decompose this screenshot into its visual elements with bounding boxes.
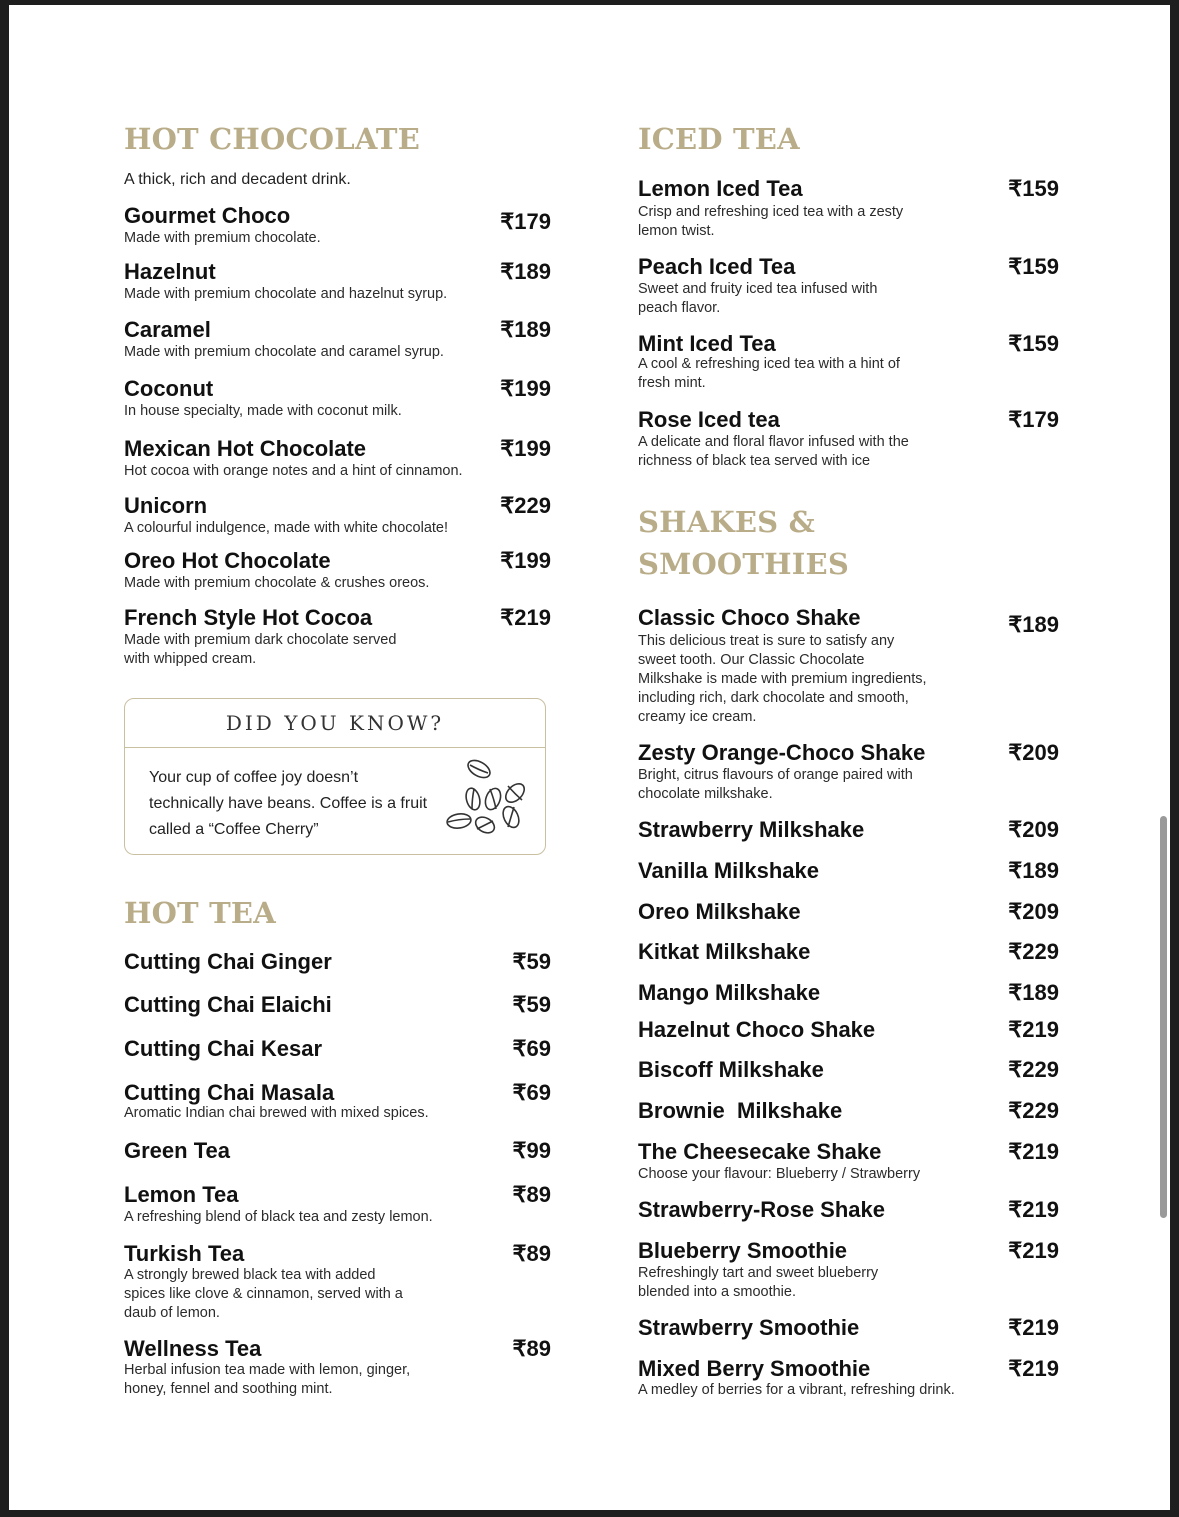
divider [125,747,545,748]
item-name: Hazelnut Choco Shake [638,1017,876,1042]
item-name: Mexican Hot Chocolate [124,436,367,461]
item-name: French Style Hot Cocoa [124,605,373,630]
vertical-scrollbar[interactable] [1160,816,1167,1218]
item-price: ₹89 [512,1182,551,1207]
item-price: ₹219 [1008,1315,1059,1340]
item-name: Biscoff Milkshake [638,1057,824,1082]
did-you-know-title: DID YOU KNOW? [225,711,445,735]
shakes-heading-line1: SHAKES & [638,505,815,539]
item-price: ₹189 [1008,612,1059,637]
item-price: ₹89 [512,1241,551,1266]
item-name: Strawberry Smoothie [638,1315,860,1340]
item-name: Gourmet Choco [124,203,291,228]
item-price: ₹219 [500,605,551,630]
item-price: ₹159 [1008,254,1059,279]
item-description: Made with premium chocolate. [124,230,321,246]
item-price: ₹209 [1008,740,1059,765]
item-price: ₹219 [1008,1017,1059,1042]
item-name: Classic Choco Shake [638,605,861,630]
did-you-know-text: Your cup of coffee joy doesn’t technically have beans. Coffee is a fruit called a “Coffee Cherry” [149,769,428,838]
item-name: Lemon Tea [124,1182,239,1207]
item-description: A medley of berries for a vibrant, refreshing drink. [638,1382,955,1398]
item-name: Zesty Orange-Choco Shake [638,740,926,765]
item-name: Brownie Milkshake [638,1098,843,1123]
item-price: ₹89 [512,1336,551,1361]
item-name: Unicorn [124,493,208,518]
item-name: Blueberry Smoothie [638,1238,848,1263]
item-price: ₹199 [500,548,551,573]
item-name: Cutting Chai Ginger [124,949,332,974]
item-description: A cool & refreshing iced tea with a hint of fresh mint. [638,356,900,391]
item-name: Mint Iced Tea [638,331,776,356]
item-description: Sweet and fruity iced tea infused with peach flavor. [638,281,878,316]
item-name: Turkish Tea [124,1241,245,1266]
item-price: ₹209 [1008,899,1059,924]
item-price: ₹59 [512,949,551,974]
item-description: This delicious treat is sure to satisfy any sweet tooth. Our Classic Chocolate Milkshake is made with premium ingredients, including rich, dark chocolate and smooth, creamy ice cream. [638,633,927,725]
item-price: ₹199 [500,376,551,401]
item-description: A delicate and floral flavor infused with the richness of black tea served with ice [638,434,909,469]
item-price: ₹199 [500,436,551,461]
hot-tea-heading: HOT TEA [124,896,276,930]
item-description: Made with premium chocolate and caramel syrup. [124,344,444,360]
item-description: Refreshingly tart and sweet blueberry blended into a smoothie. [638,1265,879,1300]
item-name: Green Tea [124,1138,230,1163]
item-price: ₹59 [512,992,551,1017]
item-description: Made with premium dark chocolate served with whipped cream. [124,632,397,667]
item-name: Kitkat Milkshake [638,939,811,964]
item-name: Peach Iced Tea [638,254,796,279]
item-price: ₹219 [1008,1356,1059,1381]
item-name: The Cheesecake Shake [638,1139,882,1164]
item-description: Bright, citrus flavours of orange paired with chocolate milkshake. [638,767,913,802]
item-price: ₹229 [1008,939,1059,964]
item-price: ₹219 [1008,1139,1059,1164]
item-price: ₹179 [500,209,551,234]
item-description: Choose your flavour: Blueberry / Strawberry [638,1166,921,1182]
shakes-heading-line2: SMOOTHIES [638,547,849,581]
item-name: Cutting Chai Masala [124,1080,335,1105]
item-name: Vanilla Milkshake [638,858,819,883]
item-price: ₹219 [1008,1197,1059,1222]
item-price: ₹219 [1008,1238,1059,1263]
item-name: Strawberry Milkshake [638,817,865,842]
item-name: Lemon Iced Tea [638,176,803,201]
item-description: Crisp and refreshing iced tea with a zesty lemon twist. [638,204,904,239]
iced-tea-heading: ICED TEA [638,122,800,156]
hot-chocolate-intro: A thick, rich and decadent drink. [124,171,351,188]
did-you-know-box [124,698,546,855]
item-name: Caramel [124,317,211,342]
item-price: ₹159 [1008,176,1059,201]
item-description: Hot cocoa with orange notes and a hint of cinnamon. [124,463,463,479]
item-name: Coconut [124,376,214,401]
item-name: Cutting Chai Elaichi [124,992,332,1017]
item-description: Made with premium chocolate and hazelnut syrup. [124,286,448,302]
item-price: ₹189 [1008,858,1059,883]
item-price: ₹69 [512,1080,551,1105]
hot-chocolate-heading: HOT CHOCOLATE [124,122,421,156]
item-price: ₹189 [500,259,551,284]
item-description: A strongly brewed black tea with added spices like clove & cinnamon, served with a daub of lemon. [124,1267,403,1321]
item-description: Made with premium chocolate & crushes oreos. [124,575,430,591]
item-name: Mixed Berry Smoothie [638,1356,871,1381]
item-price: ₹229 [1008,1057,1059,1082]
item-name: Oreo Hot Chocolate [124,548,331,573]
item-price: ₹99 [512,1138,551,1163]
item-name: Mango Milkshake [638,980,821,1005]
coffee-beans-icon [443,757,535,841]
item-description: A colourful indulgence, made with white chocolate! [124,520,449,536]
item-price: ₹159 [1008,331,1059,356]
item-price: ₹69 [512,1036,551,1061]
item-name: Hazelnut [124,259,216,284]
item-price: ₹189 [1008,980,1059,1005]
item-price: ₹229 [1008,1098,1059,1123]
item-price: ₹189 [500,317,551,342]
item-name: Oreo Milkshake [638,899,801,924]
item-description: A refreshing blend of black tea and zesty lemon. [124,1209,433,1225]
item-name: Cutting Chai Kesar [124,1036,323,1061]
item-name: Strawberry-Rose Shake [638,1197,885,1222]
item-price: ₹229 [500,493,551,518]
item-name: Rose Iced tea [638,407,780,432]
item-name: Wellness Tea [124,1336,262,1361]
item-price: ₹179 [1008,407,1059,432]
item-description: Herbal infusion tea made with lemon, ginger, honey, fennel and soothing mint. [124,1362,411,1397]
item-price: ₹209 [1008,817,1059,842]
item-description: Aromatic Indian chai brewed with mixed spices. [124,1105,429,1121]
item-description: In house specialty, made with coconut milk. [124,403,402,419]
